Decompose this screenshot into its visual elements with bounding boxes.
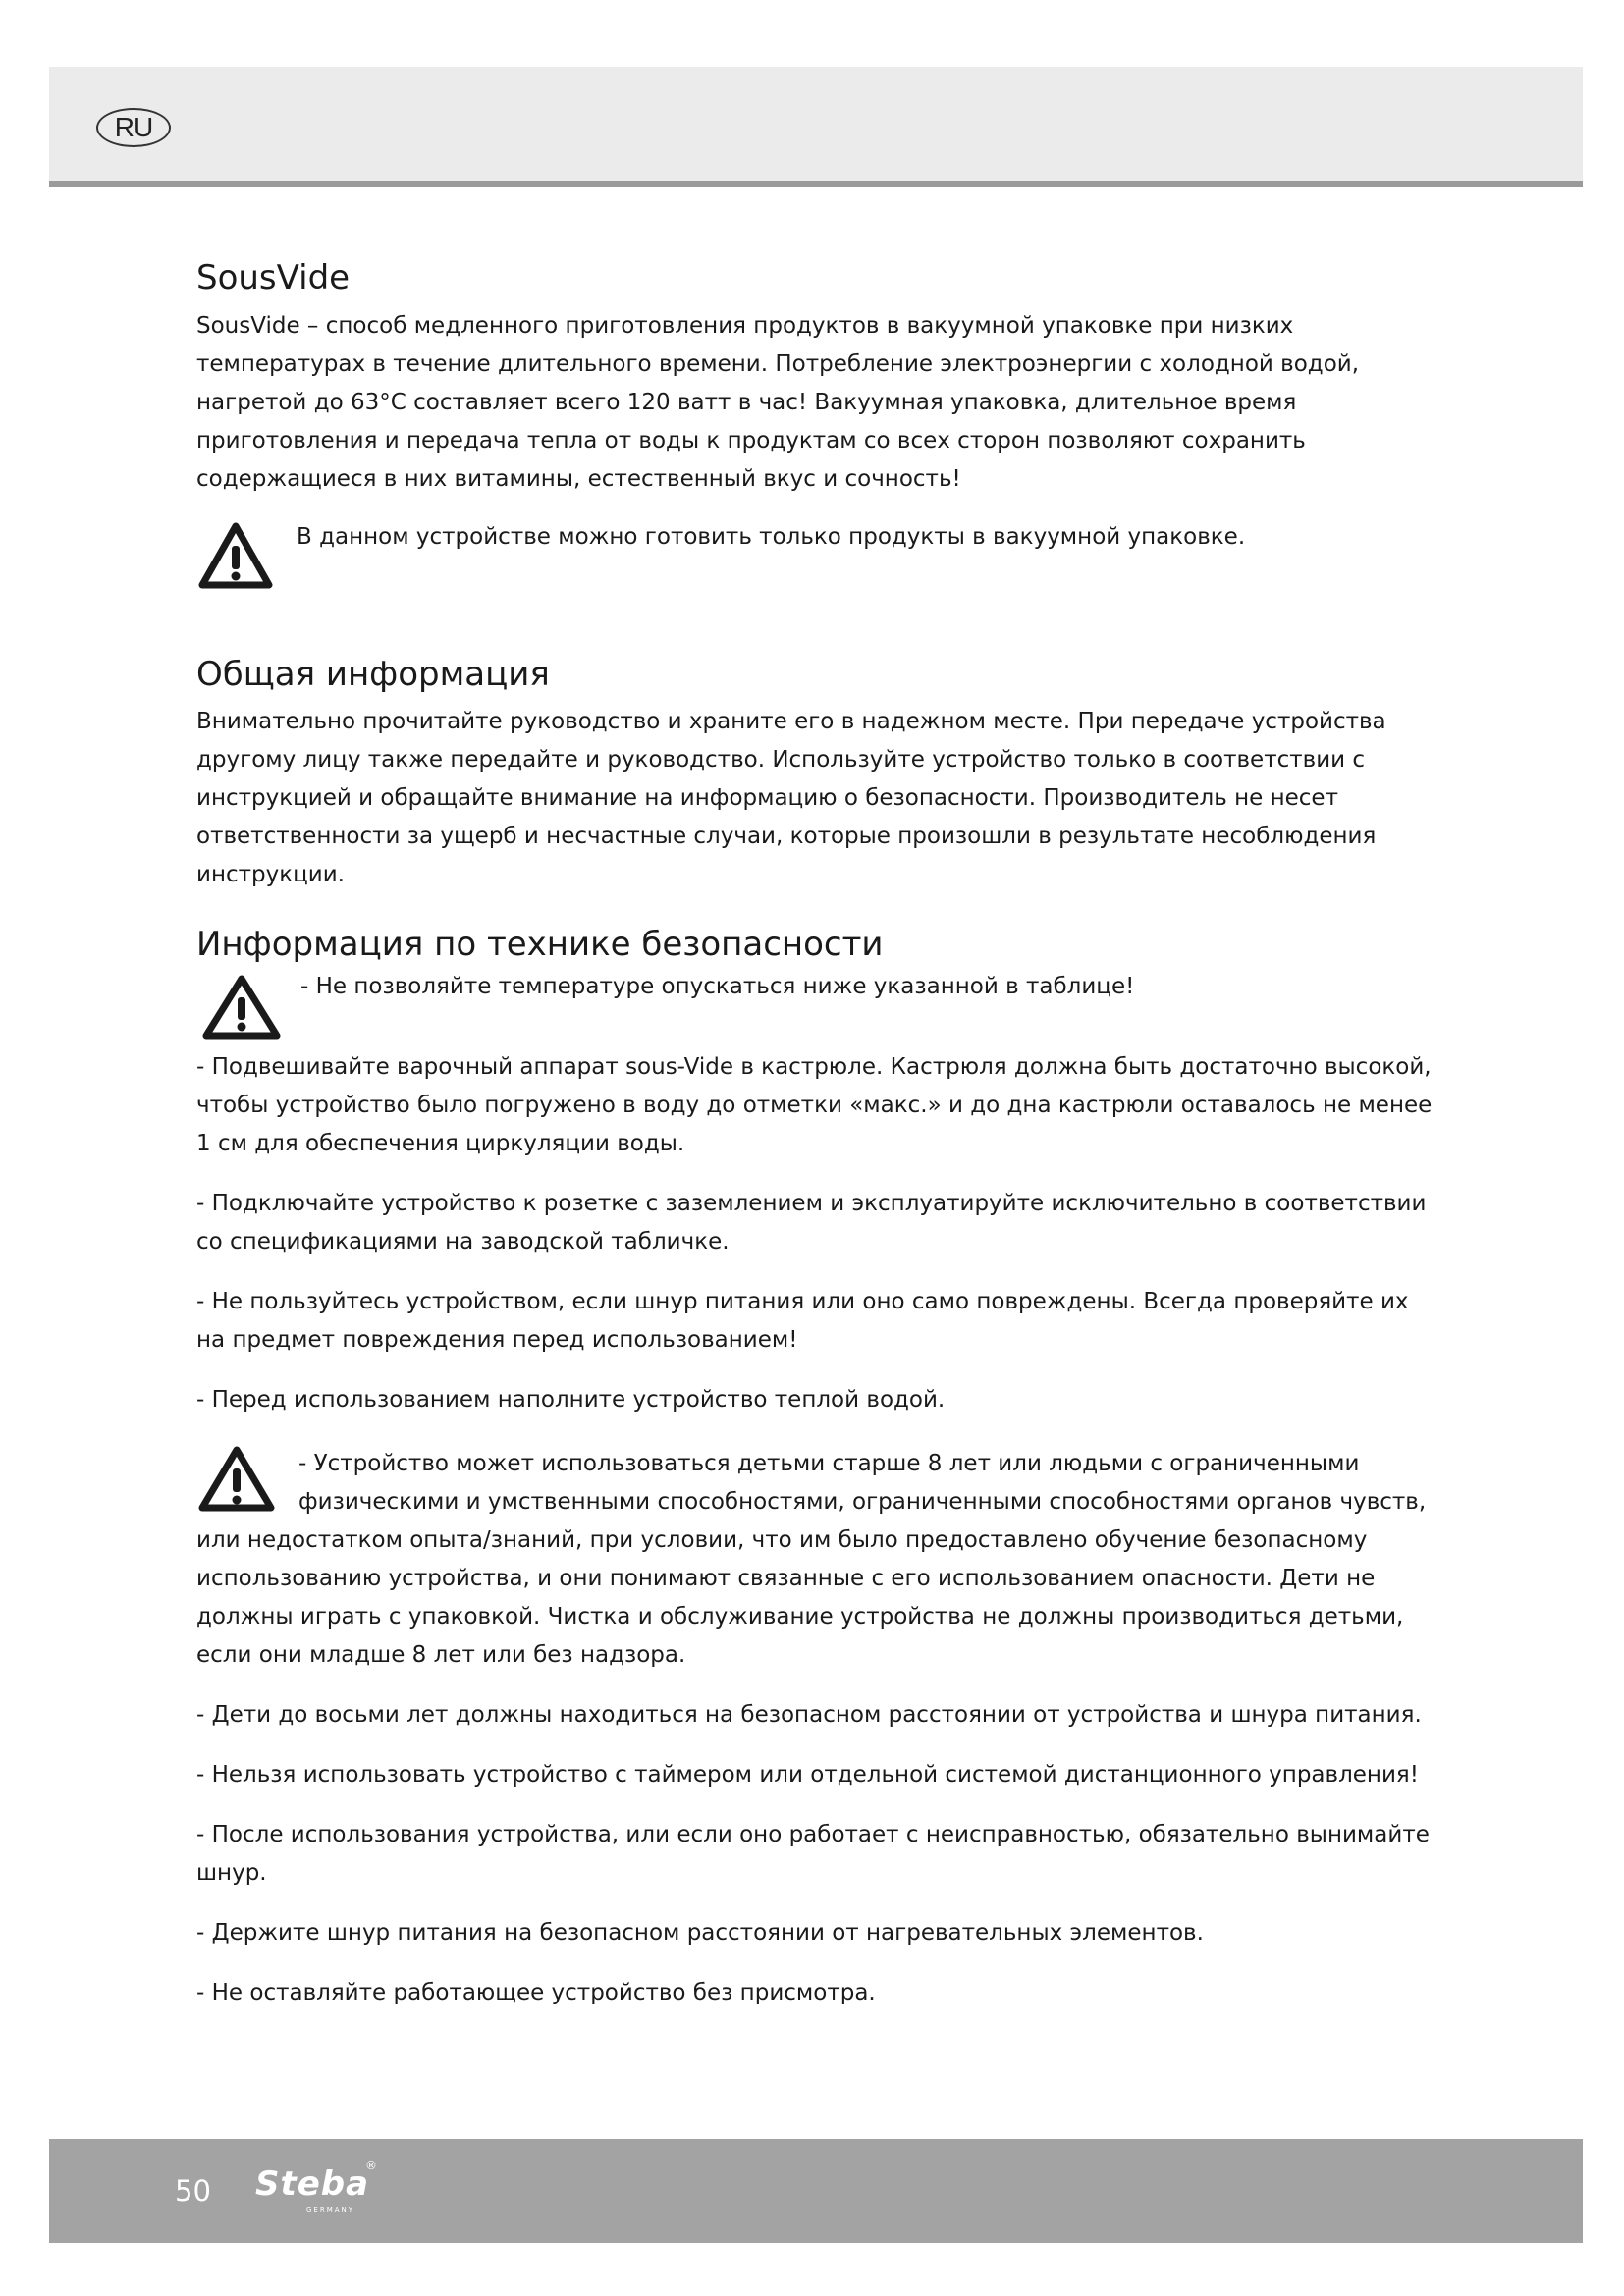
safety-item: - Подключайте устройство к розетке с заземлением и эксплуатируйте исключительно в соответствии со спецификациями на заводской табличке. bbox=[196, 1190, 1427, 1255]
sousvide-warning bbox=[196, 520, 1443, 591]
safety-item: - Перед использованием наполните устройство теплой водой. bbox=[196, 1386, 946, 1413]
page-content bbox=[196, 257, 1443, 2012]
safety-item: - Не оставляйте работающее устройство без присмотра. bbox=[196, 1979, 876, 2005]
safety-item: - Дети до восьми лет должны находиться на безопасном расстоянии от устройства и шнура питания. bbox=[196, 1701, 1422, 1728]
general-body: Внимательно прочитайте руководство и храните его в надежном месте. При передаче устройства другому лицу также передайте и руководство. Используйте устройство только в соответствии с инструкцией и обращайте внимание на информацию о безопасности. Производитель не несет ответственности за ущерб и несчастные случаи, которые произошли в результате несоблюдения инструкции. bbox=[196, 709, 1386, 887]
safety-warning-1-text: - Не позволяйте температуре опускаться ниже указанной в таблице! bbox=[300, 973, 1135, 999]
safety-item: - Не пользуйтесь устройством, если шнур питания или оно само повреждены. Всегда проверяйте их на предмет повреждения перед использованием! bbox=[196, 1288, 1409, 1353]
safety-item: - Нельзя использовать устройство с таймером или отдельной системой дистанционного управления! bbox=[196, 1761, 1419, 1788]
safety-warning-1 bbox=[200, 974, 1443, 1041]
language-badge: RU bbox=[96, 108, 171, 147]
sousvide-warning-text: В данном устройстве можно готовить только продукты в вакуумной упаковке. bbox=[297, 523, 1246, 550]
section-title-general: Общая информация bbox=[196, 654, 550, 694]
safety-warning-2 bbox=[196, 1445, 1443, 1675]
warning-icon bbox=[200, 974, 283, 1041]
brand-subtitle: GERMANY bbox=[306, 2206, 355, 2214]
page-number: 50 bbox=[175, 2174, 211, 2208]
section-title-safety: Информация по технике безопасности bbox=[196, 925, 884, 964]
safety-item: - Держите шнур питания на безопасном расстоянии от нагревательных элементов. bbox=[196, 1919, 1204, 1946]
header-band bbox=[49, 67, 1583, 187]
brand-logo: Steba bbox=[255, 2164, 370, 2204]
sousvide-body: SousVide – способ медленного приготовления продуктов в вакуумной упаковке при низких температурах в течение длительного времени. Потребление электроэнергии с холодной водой, нагретой до 63°C составляет всего 120 ватт в час! Вакуумная упаковка, длительное время приготовления и передача тепла от воды к продуктам со всех сторон позволяют сохранить содержащиеся в них витамины, естественный вкус и сочность! bbox=[196, 312, 1360, 492]
footer-band bbox=[49, 2139, 1583, 2243]
safety-item: - После использования устройства, или если оно работает с неисправностью, обязательно вынимайте шнур. bbox=[196, 1821, 1430, 1886]
safety-item: - Подвешивайте варочный аппарат sous-Vide в кастрюле. Кастрюля должна быть достаточно высокой, чтобы устройство было погружено в воду до отметки «макс.» и до дна кастрюли оставалось не менее 1 см для обеспечения циркуляции воды. bbox=[196, 1053, 1433, 1156]
section-title-sousvide: SousVide bbox=[196, 258, 351, 297]
warning-icon bbox=[196, 1445, 277, 1514]
warning-icon bbox=[196, 520, 275, 591]
safety-warning-2-text: - Устройство может использоваться детьми старше 8 лет или людьми с ограниченными физическими и умственными способностями, ограниченными способностями органов чувств, или недостатком опыта/знаний, при условии, что им было предоставлено обучение безопасному использованию устройства, и они понимают связанные с его использованием опасности. Дети не должны играть с упаковкой. Чистка и обслуживание устройства не должны производиться детьми, если они младше 8 лет или без надзора. bbox=[196, 1450, 1427, 1668]
brand-registered-mark: ® bbox=[365, 2159, 377, 2172]
